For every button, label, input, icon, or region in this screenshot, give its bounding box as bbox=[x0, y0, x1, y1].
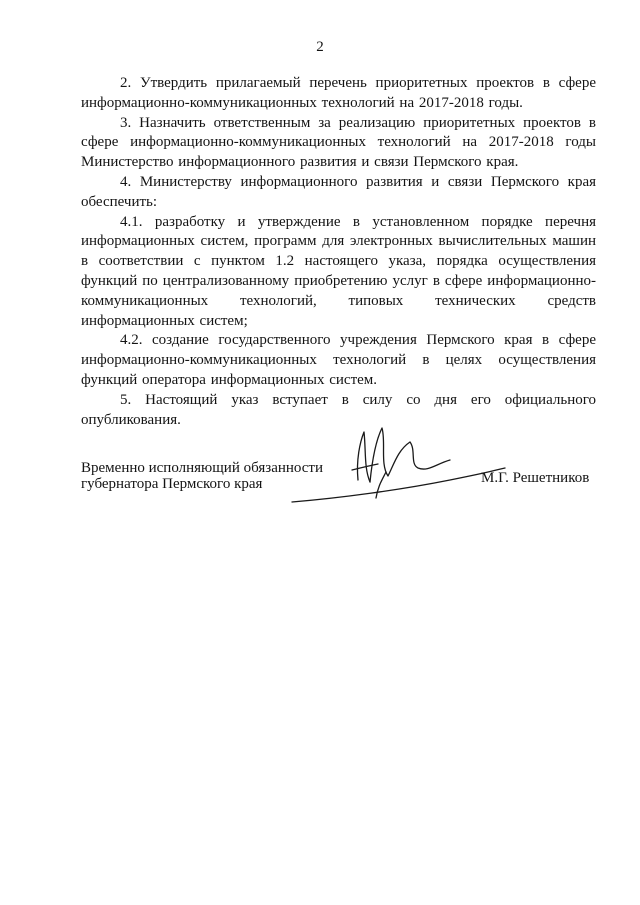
document-body bbox=[81, 74, 596, 430]
paragraph-5-effective-date: 5. Настоящий указ вступает в силу со дня его официального опубликования. bbox=[81, 391, 596, 428]
signatory-position-line-2: губернатора Пермского края bbox=[81, 476, 263, 492]
signatory-name: М.Г. Решетников bbox=[481, 470, 590, 486]
paragraph-3-assign-responsible: 3. Назначить ответственным за реализацию приоритетных проектов в сфере информационно-коммуникационных технологий на 2017-2018 годы Министерство информационного развития и связи Пермского края. bbox=[81, 114, 596, 171]
paragraph-4-2-institution: 4.2. создание государственного учреждения Пермского края в сфере информационно-коммуникационных технологий в целях осуществления функций оператора информационных систем. bbox=[81, 332, 596, 388]
paragraph-2-approve-list: 2. Утвердить прилагаемый перечень приоритетных проектов в сфере информационно-коммуникационных технологий на 2017-2018 годы. bbox=[81, 75, 596, 111]
page-number: 2 bbox=[316, 39, 324, 55]
paragraph-4-1-development: 4.1. разработку и утверждение в установленном порядке перечня информационных систем, программ для электронных вычислительных машин в соответствии с пунктом 1.2 настоящего указа, порядка осуществления функций по централизованному приобретению услуг в сфере информационно-коммуникационных технологий, типовых технических средств информационных систем; bbox=[81, 213, 596, 329]
paragraph-4-ministry-ensure: 4. Министерству информационного развития и связи Пермского края обеспечить: bbox=[81, 173, 596, 210]
signatory-position-line-1: Временно исполняющий обязанности bbox=[81, 460, 324, 476]
handwritten-signature bbox=[260, 420, 510, 515]
